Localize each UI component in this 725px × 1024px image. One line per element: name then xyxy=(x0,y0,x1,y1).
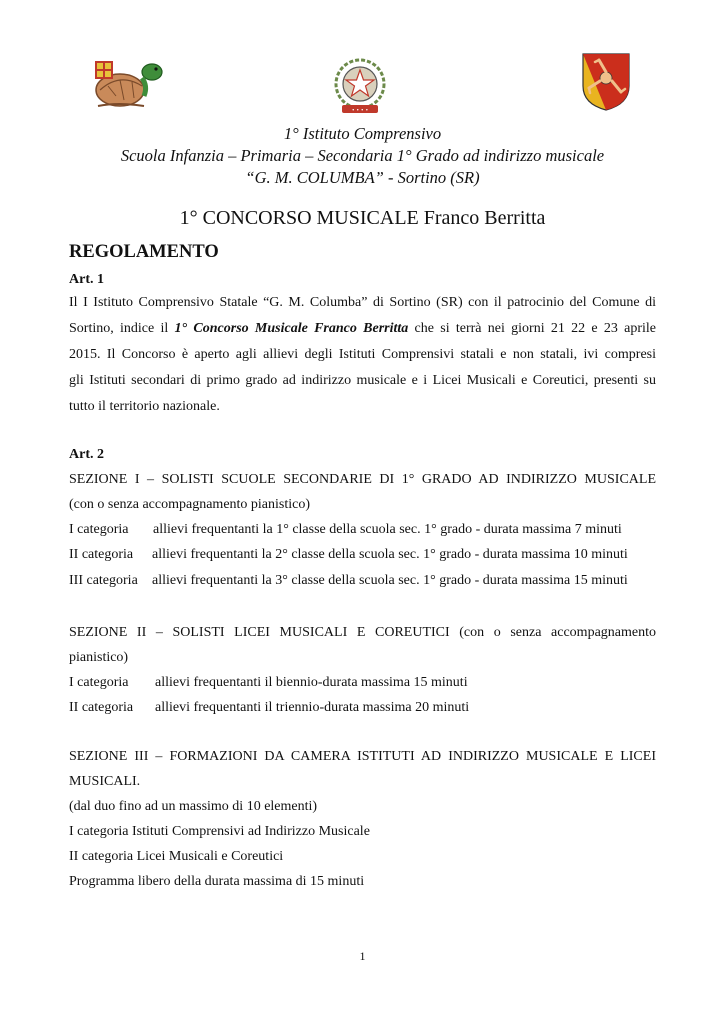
category-name: I categoria xyxy=(69,522,129,537)
italian-republic-emblem-icon xyxy=(330,56,390,116)
page-number: 1 xyxy=(359,949,366,963)
svg-text:• • • •: • • • • xyxy=(351,107,369,114)
sicily-trinacria-shield-icon xyxy=(581,52,631,112)
art1-line-2a: Sortino, indice il xyxy=(69,321,169,336)
sezione-1-note: (con o senza accompagnamento pianistico) xyxy=(69,497,311,512)
school-type-line: Scuola Infanzia – Primaria – Secondaria 1° Grado ad indirizzo musicale xyxy=(120,146,605,165)
category-name: I categoria xyxy=(69,675,129,690)
art2-heading: Art. 2 xyxy=(69,447,104,462)
art1-line-2 xyxy=(69,319,656,339)
sezione-3-program: Programma libero della durata massima di 15 minuti xyxy=(69,874,365,889)
art1-line-4: gli Istituti secondari di primo grado ad indirizzo musicale e i Licei Musicali e Coreutici, presenti su xyxy=(69,373,656,388)
art1-line-1: Il I Istituto Comprensivo Statale “G. M. Columba” di Sortino (SR) con il patrocinio del Comune di xyxy=(69,295,656,310)
page-title: 1° CONCORSO MUSICALE Franco Berritta xyxy=(179,207,546,229)
sezione-3-title: SEZIONE III – FORMAZIONI DA CAMERA ISTITUTI AD INDIRIZZO MUSICALE E LICEI xyxy=(69,749,656,764)
category-description: allievi frequentanti la 2° classe della scuola sec. 1° grado - durata massima 10 minuti xyxy=(152,547,628,562)
contest-name-emphasis: 1° Concorso Musicale Franco Berritta xyxy=(174,321,409,336)
sezione-1-title: SEZIONE I – SOLISTI SCUOLE SECONDARIE DI 1° GRADO AD INDIRIZZO MUSICALE xyxy=(69,472,656,487)
school-location-line: “G. M. COLUMBA” - Sortino (SR) xyxy=(245,168,480,187)
sezione-3-note: (dal duo fino ad un massimo di 10 elementi) xyxy=(69,799,318,814)
category-description: allievi frequentanti il triennio-durata massima 20 minuti xyxy=(155,700,470,715)
art1-line-3: 2015. Il Concorso è aperto agli allievi degli Istituti Comprensivi statali e non statali, ivi compresi xyxy=(69,347,656,362)
school-name-line: 1° Istituto Comprensivo xyxy=(283,124,442,143)
sezione-3-title-cont: MUSICALI. xyxy=(69,774,141,789)
regolamento-heading: REGOLAMENTO xyxy=(69,242,219,262)
category-name: II categoria xyxy=(69,547,134,562)
category-description: allievi frequentanti la 1° classe della scuola sec. 1° grado - durata massima 7 minuti xyxy=(153,522,622,537)
category-name: II categoria xyxy=(69,700,134,715)
category-description: allievi frequentanti il biennio-durata massima 15 minuti xyxy=(155,675,468,690)
sezione-2-title: SEZIONE II – SOLISTI LICEI MUSICALI E COREUTICI (con o senza accompagnamento xyxy=(69,625,656,640)
art1-heading: Art. 1 xyxy=(69,272,104,287)
art1-line-2c: che si terrà nei giorni 21 22 e 23 aprile xyxy=(414,321,657,336)
sezione-3-category-2: II categoria Licei Musicali e Coreutici xyxy=(69,849,284,864)
category-name: III categoria xyxy=(69,573,138,588)
category-description: allievi frequentanti la 3° classe della scuola sec. 1° grado - durata massima 15 minuti xyxy=(152,573,628,588)
school-turtle-logo-icon xyxy=(90,56,168,110)
sezione-3-category-1: I categoria Istituti Comprensivi ad Indirizzo Musicale xyxy=(69,824,370,839)
art1-line-5: tutto il territorio nazionale. xyxy=(69,399,220,414)
sezione-2-title-cont: pianistico) xyxy=(69,650,129,665)
